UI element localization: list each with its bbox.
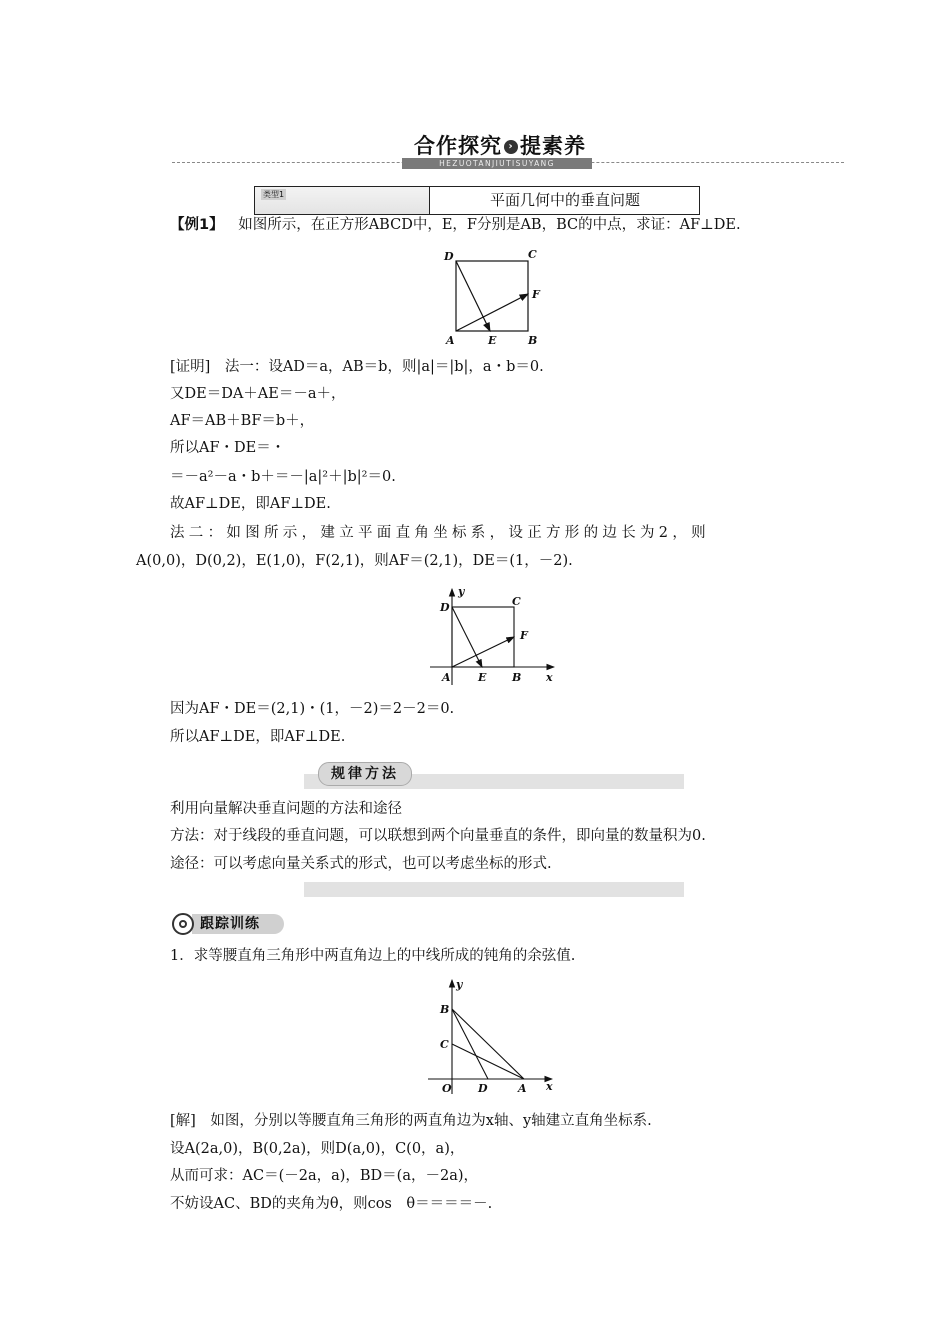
proof-line-2: 又DE＝DA＋AE＝－a＋， (170, 386, 346, 402)
label-c: C (512, 595, 521, 608)
category-box (254, 186, 700, 215)
median-ac (452, 1044, 524, 1079)
figure-square-abcd (438, 246, 548, 346)
square-shape (456, 261, 528, 331)
label-x: x (546, 1080, 553, 1093)
category-tag (255, 187, 430, 214)
section-title: 合作探究 › 提素养 (414, 134, 586, 158)
example-text: 如图所示，在正方形ABCD中，E，F分别是AB，BC的中点，求证：AF⊥DE. (238, 217, 741, 233)
vector-af (452, 637, 514, 667)
target-icon (172, 913, 194, 935)
proof-line-7: 法二：如图所示，建立平面直角坐标系，设正方形的边长为2，则 (170, 525, 710, 541)
category-tag-label: 类型1 (263, 190, 285, 199)
method-line-2: 方法：对于线段的垂直问题，可以联想到两个向量垂直的条件，即向量的数量积为0. (170, 828, 706, 844)
example-label: 【例1】 (170, 217, 224, 233)
label-x: x (546, 671, 553, 684)
vector-de (452, 607, 482, 667)
follow-up-banner (172, 913, 284, 937)
section-pinyin: HEZUOTANJIUTISUYANG (402, 158, 592, 169)
proof-line-3: AF＝AB＋BF＝b＋， (170, 413, 315, 429)
label-b: B (440, 1003, 450, 1016)
label-c: C (528, 248, 537, 261)
label-a: A (442, 671, 451, 684)
hypotenuse-ba (452, 1009, 524, 1079)
label-f: F (532, 288, 540, 301)
category-title: 平面几何中的垂直问题 (489, 191, 640, 209)
method-bottom-band (304, 882, 684, 897)
label-e: E (478, 671, 487, 684)
proof2-line-2: 所以AF⊥DE，即AF⊥DE. (170, 729, 346, 745)
method-label: 规律方法 (318, 762, 412, 786)
label-d: D (478, 1082, 488, 1095)
label-e: E (488, 334, 497, 346)
label-b: B (528, 334, 538, 346)
label-b: B (512, 671, 522, 684)
example-1 (170, 215, 741, 235)
solution-line-3: 从而可求：AC＝(－2a，a)，BD＝(a，－2a)， (170, 1168, 479, 1184)
square-shape (452, 607, 514, 667)
label-o: O (442, 1082, 452, 1095)
proof-line-1: [证明] 法一：设AD＝a，AB＝b，则|a|＝|b|，a・b＝0. (170, 359, 544, 375)
figure-right-triangle (424, 976, 564, 1098)
proof-line-6: 故AF⊥DE，即AF⊥DE. (170, 496, 331, 512)
solution-line-2: 设A(2a,0)，B(0,2a)，则D(a,0)，C(0，a)， (170, 1141, 465, 1157)
label-f: F (520, 629, 528, 642)
vector-de (456, 261, 490, 331)
label-y: y (456, 978, 463, 991)
label-c: C (440, 1038, 449, 1051)
label-a: A (446, 334, 455, 346)
proof-line-4: 所以AF・DE＝・ (170, 440, 286, 456)
solution-line-1: [解] 如图，分别以等腰直角三角形的两直角边为x轴、y轴建立直角坐标系. (170, 1113, 652, 1129)
method-line-3: 途径：可以考虑向量关系式的形式，也可以考虑坐标的形式. (170, 856, 552, 872)
proof-line-5: ＝－a²－a・b＋＝－|a|²＋|b|²＝0. (170, 469, 396, 485)
proof2-line-1: 因为AF・DE＝(2,1)・(1，－2)＝2－2＝0. (170, 701, 455, 717)
vector-af (456, 294, 528, 331)
solution-line-4: 不妨设AC、BD的夹角为θ，则cos θ＝＝＝＝－. (170, 1196, 493, 1212)
label-d: D (444, 250, 454, 263)
label-y: y (458, 585, 465, 598)
method-line-1: 利用向量解决垂直问题的方法和途径 (170, 801, 402, 817)
figure-coordinate-square (428, 585, 564, 687)
question-1: 1．求等腰直角三角形中两直角边上的中线所成的钝角的余弦值. (170, 948, 576, 964)
arrow-icon: › (504, 140, 518, 154)
follow-up-label: 跟踪训练 (192, 914, 284, 934)
median-bd (452, 1009, 488, 1079)
proof-line-8: A(0,0)，D(0,2)，E(1,0)，F(2,1)，则AF＝(2,1)，DE＝(1，－2). (136, 553, 573, 569)
label-d: D (440, 601, 450, 614)
label-a: A (518, 1082, 527, 1095)
